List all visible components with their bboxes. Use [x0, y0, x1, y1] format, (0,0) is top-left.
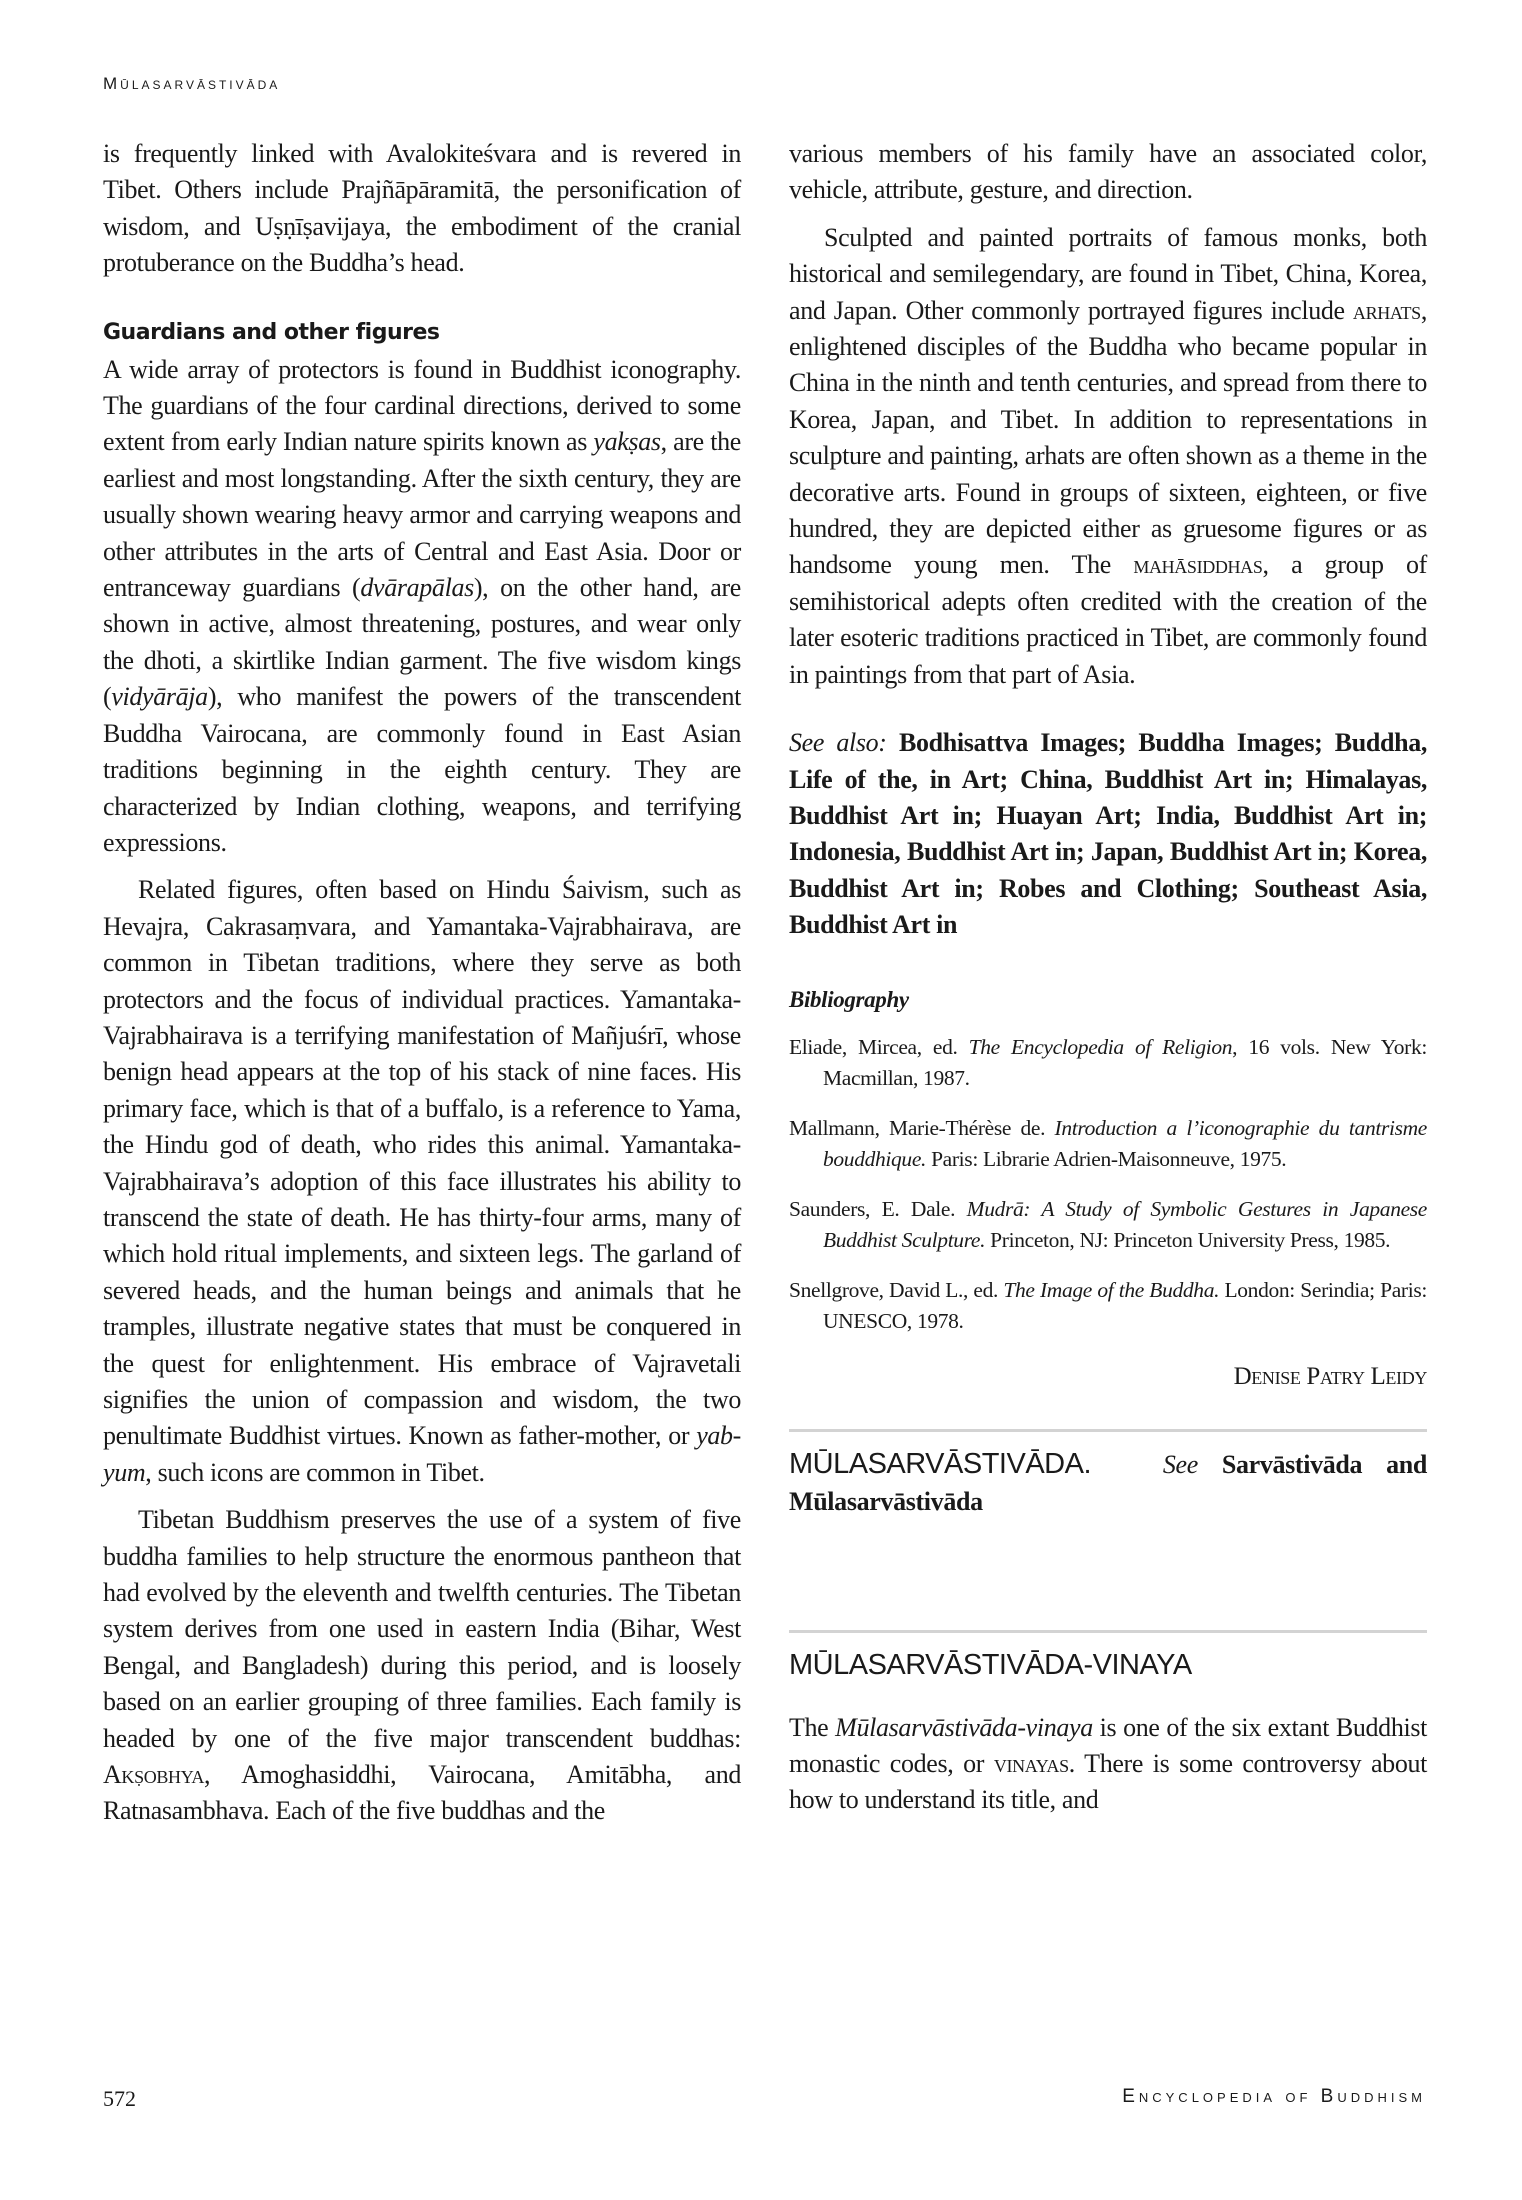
cross-reference-link[interactable]: vinayas: [993, 1748, 1069, 1778]
text-run: yakṣas: [593, 427, 661, 457]
text-run: , Amoghasiddhi, Vairocana, Amitābha, and Ratnasambhava. Each of the five buddhas and the: [103, 1760, 741, 1826]
section-heading: Guardians and other figures: [103, 319, 440, 345]
bibliography-entry: [789, 1275, 1427, 1337]
cross-reference-link[interactable]: arhats: [1352, 295, 1421, 325]
see-label: See: [1162, 1450, 1198, 1480]
entry-title: MŪLASARVĀSTIVĀDA.: [789, 1448, 1092, 1481]
text-run: Saunders, E. Dale.: [789, 1196, 967, 1221]
text-run: various members of his family have an associated color, vehicle, attribute, gesture, and direction.: [789, 139, 1427, 205]
text-run: , are the earliest and most longstanding. After the sixth century, they are usually shown wearing heavy armor and carrying weapons and other attributes in the arts of Central and East Asia. Door or entranceway guardians (: [103, 427, 741, 603]
text-run: Mallmann, Marie-Thérèse de.: [789, 1115, 1055, 1140]
cross-reference-link[interactable]: Bodhisattva Images; Buddha Images; Buddha, Life of the, in Art; China, Buddhist Art in; Himalayas, Buddhist Art in; Huayan Art; India, Buddhist Art in; Indonesia, Buddhist Art in; Japan, Buddhist Art in; Korea, Buddhist Art in; Robes and Clothing; Southeast Asia, Buddhist Art in: [789, 728, 1427, 940]
text-run: Introduction a l’iconographie du tantrisme bouddhique.: [823, 1115, 1427, 1171]
text-run: , 16 vols. New York: Macmillan, 1987.: [823, 1034, 1427, 1090]
text-run: dvārapālas: [360, 573, 474, 603]
page-number: 572: [103, 2086, 136, 2111]
text-run: London: Serindia; Paris: UNESCO, 1978.: [823, 1277, 1427, 1333]
text-run: The Image of the Buddha.: [1003, 1277, 1220, 1302]
text-run: , a group of semihistorical adepts often credited with the creation of the later esoteric traditions practiced in Tibet, are commonly found in paintings from that part of Asia.: [789, 550, 1427, 689]
text-run: ), who manifest the powers of the transcendent Buddha Vairocana, are commonly found in East Asian traditions beginning in the eighth century. They are characterized by Indian clothing, weapons, and terrifying expressions.: [103, 682, 741, 857]
paragraph: [103, 1502, 741, 1830]
paragraph: [103, 352, 741, 862]
text-run: Princeton, NJ: Princeton University Press, 1985.: [985, 1227, 1391, 1252]
text-run: . There is some controversy about how to understand its title, and: [789, 1748, 1428, 1815]
text-run: vidyārāja: [111, 682, 208, 712]
text-run: A wide array of protectors is found in Buddhist iconography. The guardians of the four cardinal directions, derived to some extent from early Indian nature spirits known as: [103, 354, 741, 457]
cross-reference-link[interactable]: Sarvāstivāda and Mūlasarvāstivāda: [789, 1450, 1427, 1516]
left-column: [103, 136, 741, 1841]
book-title: Encyclopedia of Buddhism: [1122, 2086, 1426, 2107]
paragraph: [789, 136, 1427, 209]
paragraph: [789, 1710, 1427, 1819]
text-run: Snellgrove, David L., ed.: [789, 1277, 1004, 1302]
divider: [789, 1630, 1427, 1633]
paragraph: [789, 220, 1427, 693]
cross-reference-link[interactable]: Akṣobhya: [103, 1760, 204, 1790]
cross-reference-link[interactable]: mahāsiddhas: [1133, 550, 1263, 580]
running-head: Mūlasarvāstivāda: [103, 74, 281, 93]
right-column: [789, 136, 1427, 1830]
text-run: is one of the six extant Buddhist monastic codes, or: [789, 1712, 1427, 1778]
text-run: is frequently linked with Avalokiteśvara and is revered in Tibet. Others include Prajñāpāramitā, the personification of wisdom, and Uṣṇīṣavijaya, the embodiment of the cranial protuberance on the Buddha’s head.: [103, 139, 741, 278]
text-run: , such icons are common in Tibet.: [145, 1457, 485, 1487]
text-run: yab-yum: [103, 1421, 741, 1487]
text-run: See also:: [789, 728, 899, 758]
text-run: Mudrā: A Study of Symbolic Gestures in Japanese Buddhist Sculpture.: [823, 1196, 1428, 1252]
see-also: [789, 725, 1427, 943]
paragraph: [103, 136, 741, 282]
text-run: Paris: Librarie Adrien-Maisonneuve, 1975.: [926, 1146, 1287, 1171]
text-run: Sculpted and painted portraits of famous monks, both historical and semilegendary, are found in Tibet, China, Korea, and Japan. Other commonly portrayed figures include: [789, 222, 1427, 325]
author-signature: Denise Patry Leidy: [1233, 1362, 1427, 1390]
bibliography-entry: [789, 1032, 1427, 1094]
text-run: , enlightened disciples of the Buddha who became popular in China in the ninth and tenth centuries, and spread from there to Korea, Japan, and Tibet. In addition to representations in sculpture and painting, arhats are often shown as a theme in the decorative arts. Found in groups of sixteen, eighteen, or five hundred, they are depicted either as gruesome figures or as handsome young men. The: [789, 295, 1427, 580]
text-run: Mūlasarvāstivāda-vinaya: [835, 1712, 1093, 1742]
entry-mulasarvastivada: [789, 1446, 1427, 1520]
paragraph: [103, 872, 741, 1491]
text-run: The: [789, 1712, 836, 1742]
text-run: Tibetan Buddhism preserves the use of a system of five buddha families to help structure the enormous pantheon that had evolved by the eleventh and twelfth centuries. The Tibetan system derives from one used in eastern India (Bihar, West Bengal, and Bangladesh) during this period, and is loosely based on an earlier grouping of three families. Each family is headed by one of the five major transcendent buddhas:: [103, 1505, 741, 1753]
divider: [789, 1429, 1427, 1432]
text-run: Related figures, often based on Hindu Śaivism, such as Hevajra, Cakrasaṃvara, and Yamantaka-Vajrabhairava, are common in Tibetan traditions, where they serve as both protectors and the focus of individual practices. Yamantaka-Vajrabhairava is a terrifying manifestation of Mañjuśrī, whose benign head appears at the top of his stack of nine faces. His primary face, which is that of a buffalo, is a reference to Yama, the Hindu god of death, who rides this animal. Yamantaka-Vajrabhairava’s adoption of this face illustrates his ability to transcend the state of death. He has thirty-four arms, many of which hold ritual implements, and sixteen legs. The garland of severed heads, and the human beings and animals that he tramples, illustrate negative states that must be conquered in the quest for enlightenment. His embrace of Vajravetali signifies the union of compassion and wisdom, the two penultimate Buddhist virtues. Known as father-mother, or: [103, 875, 741, 1451]
text-run: ), on the other hand, are shown in active, almost threatening, postures, and wear only the dhoti, a skirtlike Indian garment. The five wisdom kings (: [103, 573, 741, 712]
bibliography-heading: Bibliography: [789, 986, 909, 1012]
text-run: Eliade, Mircea, ed.: [789, 1034, 969, 1059]
entry-title: MŪLASARVĀSTIVĀDA-VINAYA: [789, 1649, 1192, 1682]
text-run: The Encyclopedia of Religion: [968, 1034, 1233, 1059]
bibliography-entry: [789, 1194, 1427, 1256]
bibliography-entry: [789, 1113, 1427, 1175]
